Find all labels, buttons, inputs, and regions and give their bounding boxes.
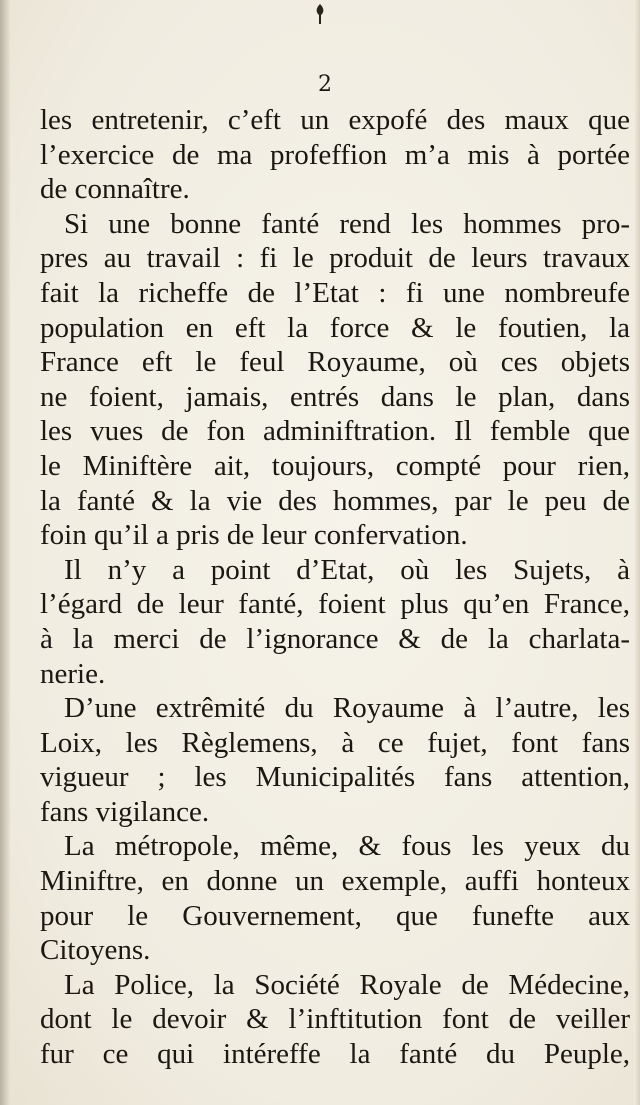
text-line: Si une bonne fanté rend les hommes pro- [64, 207, 630, 240]
text-line: dont le devoir & l’inftitution font de veiller [40, 1003, 630, 1036]
text-line: La métropole, même, & fous les yeux du [64, 830, 630, 863]
text-line: fur ce qui intéreffe la fanté du Peuple, [40, 1038, 630, 1071]
text-line: fans vigilance. [40, 795, 210, 828]
text-line: D’une extrêmité du Royaume à l’autre, les [64, 692, 630, 725]
page-right-edge [634, 0, 640, 1105]
text-line: à la merci de l’ignorance & de la charlata- [40, 622, 630, 655]
text-line: Il n’y a point d’Etat, où les Sujets, à [64, 553, 630, 586]
text-line: le Miniftère ait, toujours, compté pour rien, [40, 449, 630, 482]
text-line: l’égard de leur fanté, foient plus qu’en France, [40, 588, 630, 621]
text-line: ne foient, jamais, entrés dans le plan, dans [40, 380, 630, 413]
text-line: foin qu’il a pris de leur confervation. [40, 519, 468, 552]
text-line: pres au travail : fi le produit de leurs travaux [40, 242, 630, 275]
ornament-icon [311, 2, 329, 26]
text-line: les vues de fon adminiftration. Il femble que [40, 415, 630, 448]
text-block [40, 103, 630, 1072]
page-number: 2 [318, 72, 332, 97]
text-line: fait la richeffe de l’Etat : fi une nombreufe [40, 276, 630, 309]
text-line: l’exercice de ma profeffion m’a mis à portée [40, 138, 630, 171]
text-line: les entretenir, c’eft un expofé des maux que [40, 104, 630, 136]
text-line: La Police, la Société Royale de Médecine, [64, 968, 630, 1001]
text-line: nerie. [40, 657, 106, 690]
text-line: de connaître. [40, 173, 190, 206]
text-line: pour le Gouvernement, que funefte aux [40, 899, 630, 932]
text-line: Miniftre, en donne un exemple, auffi honteux [40, 865, 630, 898]
text-line: France eft le feul Royaume, où ces objets [40, 346, 630, 379]
page-left-edge [0, 0, 10, 1105]
text-line: la fanté & la vie des hommes, par le peu de [40, 484, 630, 517]
text-line: Citoyens. [40, 934, 151, 967]
text-line: population en eft la force & le foutien, la [40, 311, 630, 344]
text-line: vigueur ; les Municipalités fans attention, [40, 761, 630, 794]
text-line: Loix, les Règlemens, à ce fujet, font fans [40, 726, 630, 759]
